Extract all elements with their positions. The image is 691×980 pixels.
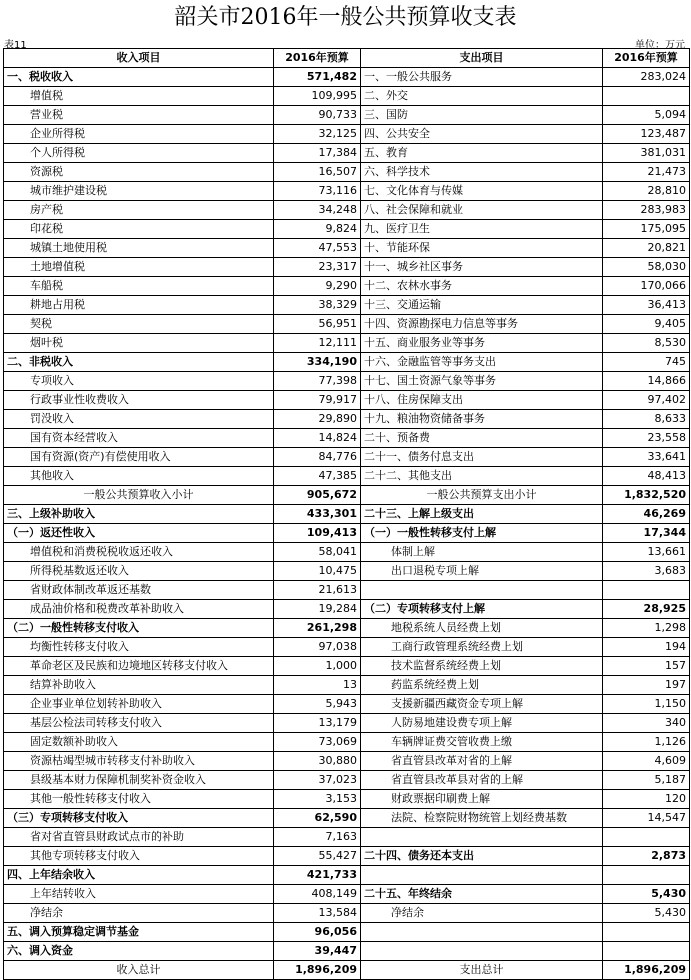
income-budget-cell: 9,290 (274, 277, 361, 296)
expense-budget-cell: 1,832,520 (603, 486, 690, 505)
income-budget-cell: 32,125 (274, 125, 361, 144)
income-item-cell: 资源税 (4, 163, 274, 182)
table-row (4, 562, 690, 581)
expense-item-cell: 支出总计 (361, 961, 603, 980)
table-row (4, 676, 690, 695)
expense-budget-cell: 123,487 (603, 125, 690, 144)
expense-budget-cell: 283,983 (603, 201, 690, 220)
income-item-cell: 增值税和消费税税收返还收入 (4, 543, 274, 562)
table-row (4, 600, 690, 619)
expense-budget-cell: 36,413 (603, 296, 690, 315)
expense-budget-cell: 58,030 (603, 258, 690, 277)
expense-item-cell: 十七、国土资源气象等事务 (361, 372, 603, 391)
table-row (4, 429, 690, 448)
expense-item-cell: 十三、交通运输 (361, 296, 603, 315)
income-budget-cell: 38,329 (274, 296, 361, 315)
header-expense-budget: 2016年预算 (603, 49, 690, 68)
expense-item-cell: 省直管县改革对省的上解 (361, 752, 603, 771)
expense-item-cell: 十二、农林水事务 (361, 277, 603, 296)
income-item-cell: 增值税 (4, 87, 274, 106)
table-row (4, 87, 690, 106)
income-item-cell: 个人所得税 (4, 144, 274, 163)
income-item-cell: 营业税 (4, 106, 274, 125)
income-budget-cell: 421,733 (274, 866, 361, 885)
table-row (4, 220, 690, 239)
expense-budget-cell (603, 866, 690, 885)
expense-item-cell: 药监系统经费上划 (361, 676, 603, 695)
expense-budget-cell: 5,430 (603, 904, 690, 923)
expense-item-cell: 一、一般公共服务 (361, 68, 603, 87)
income-budget-cell: 261,298 (274, 619, 361, 638)
expense-item-cell: 十、节能环保 (361, 239, 603, 258)
income-budget-cell: 13 (274, 676, 361, 695)
table-row (4, 866, 690, 885)
income-budget-cell: 29,890 (274, 410, 361, 429)
expense-budget-cell: 1,298 (603, 619, 690, 638)
expense-item-cell: 二十五、年终结余 (361, 885, 603, 904)
expense-budget-cell: 197 (603, 676, 690, 695)
expense-item-cell: 六、科学技术 (361, 163, 603, 182)
expense-budget-cell: 170,066 (603, 277, 690, 296)
table-row (4, 296, 690, 315)
income-item-cell: 二、非税收入 (4, 353, 274, 372)
table-row (4, 353, 690, 372)
income-budget-cell: 34,248 (274, 201, 361, 220)
income-budget-cell: 23,317 (274, 258, 361, 277)
expense-item-cell: 体制上解 (361, 543, 603, 562)
expense-item-cell: 三、国防 (361, 106, 603, 125)
expense-budget-cell: 5,187 (603, 771, 690, 790)
expense-budget-cell: 13,661 (603, 543, 690, 562)
expense-item-cell (361, 828, 603, 847)
income-budget-cell: 17,384 (274, 144, 361, 163)
table-meta (0, 36, 691, 51)
income-item-cell: 基层公检法司转移支付收入 (4, 714, 274, 733)
unit-label: 单位：万元 (635, 40, 685, 51)
income-item-cell: 烟叶税 (4, 334, 274, 353)
income-budget-cell: 79,917 (274, 391, 361, 410)
expense-item-cell: 七、文化体育与传媒 (361, 182, 603, 201)
page-title: 韶关市2016年一般公共预算收支表 (174, 5, 517, 30)
income-budget-cell: 7,163 (274, 828, 361, 847)
expense-budget-cell: 28,925 (603, 600, 690, 619)
expense-budget-cell (603, 942, 690, 961)
income-item-cell: 结算补助收入 (4, 676, 274, 695)
expense-item-cell: 法院、检察院财物统管上划经费基数 (361, 809, 603, 828)
table-row (4, 334, 690, 353)
header-income-budget: 2016年预算 (274, 49, 361, 68)
table-row (4, 486, 690, 505)
income-item-cell: 其他一般性转移支付收入 (4, 790, 274, 809)
expense-budget-cell: 194 (603, 638, 690, 657)
income-item-cell: 一般公共预算收入小计 (4, 486, 274, 505)
expense-budget-cell: 120 (603, 790, 690, 809)
expense-budget-cell: 5,094 (603, 106, 690, 125)
table-row (4, 638, 690, 657)
income-item-cell: 上年结转收入 (4, 885, 274, 904)
table-row (4, 695, 690, 714)
expense-item-cell: 十九、粮油物资储备事务 (361, 410, 603, 429)
expense-item-cell: 一般公共预算支出小计 (361, 486, 603, 505)
income-budget-cell: 21,613 (274, 581, 361, 600)
table-row (4, 809, 690, 828)
expense-item-cell: 车辆牌证费交管收费上缴 (361, 733, 603, 752)
income-budget-cell: 55,427 (274, 847, 361, 866)
income-item-cell: 城市维护建设税 (4, 182, 274, 201)
income-item-cell: 城镇土地使用税 (4, 239, 274, 258)
expense-budget-cell: 46,269 (603, 505, 690, 524)
income-budget-cell: 37,023 (274, 771, 361, 790)
income-budget-cell: 47,385 (274, 467, 361, 486)
expense-item-cell: 二十一、债务付息支出 (361, 448, 603, 467)
income-item-cell: 契税 (4, 315, 274, 334)
income-item-cell: 三、上级补助收入 (4, 505, 274, 524)
expense-item-cell: 支援新疆西藏资金专项上解 (361, 695, 603, 714)
expense-item-cell: 人防易地建设费专项上解 (361, 714, 603, 733)
expense-item-cell: 十五、商业服务业等事务 (361, 334, 603, 353)
table-row (4, 657, 690, 676)
expense-item-cell: 工商行政管理系统经费上划 (361, 638, 603, 657)
expense-item-cell: 十一、城乡社区事务 (361, 258, 603, 277)
table-row (4, 619, 690, 638)
income-budget-cell: 30,880 (274, 752, 361, 771)
expense-item-cell: （一）一般性转移支付上解 (361, 524, 603, 543)
expense-budget-cell: 4,609 (603, 752, 690, 771)
income-item-cell: 企业所得税 (4, 125, 274, 144)
expense-item-cell (361, 581, 603, 600)
table-row (4, 752, 690, 771)
expense-item-cell (361, 923, 603, 942)
table-row (4, 923, 690, 942)
expense-budget-cell: 175,095 (603, 220, 690, 239)
expense-item-cell: 十八、住房保障支出 (361, 391, 603, 410)
table-row (4, 714, 690, 733)
expense-item-cell: 技术监督系统经费上划 (361, 657, 603, 676)
expense-item-cell (361, 866, 603, 885)
income-budget-cell: 14,824 (274, 429, 361, 448)
income-budget-cell: 13,584 (274, 904, 361, 923)
expense-item-cell: 二十、预备费 (361, 429, 603, 448)
table-row (4, 125, 690, 144)
income-item-cell: 六、调入资金 (4, 942, 274, 961)
income-item-cell: 其他收入 (4, 467, 274, 486)
expense-budget-cell: 1,896,209 (603, 961, 690, 980)
expense-budget-cell: 5,430 (603, 885, 690, 904)
table-row (4, 448, 690, 467)
table-row (4, 467, 690, 486)
income-item-cell: 成品油价格和税费改革补助收入 (4, 600, 274, 619)
income-item-cell: 资源枯竭型城市转移支付补助收入 (4, 752, 274, 771)
expense-budget-cell: 17,344 (603, 524, 690, 543)
table-row (4, 904, 690, 923)
expense-budget-cell: 3,683 (603, 562, 690, 581)
income-item-cell: 行政事业性收费收入 (4, 391, 274, 410)
expense-item-cell: 二、外交 (361, 87, 603, 106)
income-budget-cell: 47,553 (274, 239, 361, 258)
income-item-cell: 省对省直管县财政试点市的补助 (4, 828, 274, 847)
income-budget-cell: 58,041 (274, 543, 361, 562)
expense-budget-cell: 340 (603, 714, 690, 733)
income-budget-cell: 77,398 (274, 372, 361, 391)
table-id: 表11 (4, 40, 27, 51)
income-budget-cell: 96,056 (274, 923, 361, 942)
expense-budget-cell (603, 87, 690, 106)
table-row (4, 201, 690, 220)
expense-item-cell: 四、公共安全 (361, 125, 603, 144)
expense-item-cell: 九、医疗卫生 (361, 220, 603, 239)
income-budget-cell: 84,776 (274, 448, 361, 467)
table-row (4, 258, 690, 277)
expense-budget-cell: 1,150 (603, 695, 690, 714)
table-row (4, 68, 690, 87)
income-item-cell: 固定数额补助收入 (4, 733, 274, 752)
expense-budget-cell: 2,873 (603, 847, 690, 866)
income-item-cell: 车船税 (4, 277, 274, 296)
income-item-cell: 印花税 (4, 220, 274, 239)
income-budget-cell: 10,475 (274, 562, 361, 581)
expense-budget-cell (603, 581, 690, 600)
income-budget-cell: 5,943 (274, 695, 361, 714)
table-row (4, 144, 690, 163)
income-item-cell: 五、调入预算稳定调节基金 (4, 923, 274, 942)
expense-budget-cell: 48,413 (603, 467, 690, 486)
income-item-cell: 房产税 (4, 201, 274, 220)
income-item-cell: 国有资源(资产)有偿使用收入 (4, 448, 274, 467)
table-row (4, 163, 690, 182)
table-row (4, 771, 690, 790)
table-row (4, 942, 690, 961)
expense-budget-cell: 381,031 (603, 144, 690, 163)
income-budget-cell: 73,116 (274, 182, 361, 201)
expense-budget-cell: 745 (603, 353, 690, 372)
expense-budget-cell: 20,821 (603, 239, 690, 258)
table-row (4, 733, 690, 752)
expense-item-cell: 出口退税专项上解 (361, 562, 603, 581)
expense-budget-cell: 8,633 (603, 410, 690, 429)
header-income-item: 收入项目 (4, 49, 274, 68)
income-item-cell: 革命老区及民族和边境地区转移支付收入 (4, 657, 274, 676)
income-item-cell: （二）一般性转移支付收入 (4, 619, 274, 638)
expense-item-cell: 省直管县改革县对省的上解 (361, 771, 603, 790)
income-budget-cell: 1,896,209 (274, 961, 361, 980)
income-item-cell: 均衡性转移支付收入 (4, 638, 274, 657)
income-item-cell: 其他专项转移支付收入 (4, 847, 274, 866)
expense-item-cell: 五、教育 (361, 144, 603, 163)
income-item-cell: 省财政体制改革返还基数 (4, 581, 274, 600)
table-row (4, 505, 690, 524)
income-item-cell: 四、上年结余收入 (4, 866, 274, 885)
income-budget-cell: 1,000 (274, 657, 361, 676)
income-item-cell: 耕地占用税 (4, 296, 274, 315)
table-row (4, 182, 690, 201)
table-row (4, 315, 690, 334)
income-budget-cell: 12,111 (274, 334, 361, 353)
expense-item-cell: 十四、资源勘探电力信息等事务 (361, 315, 603, 334)
income-budget-cell: 408,149 (274, 885, 361, 904)
table-row (4, 885, 690, 904)
income-budget-cell: 109,413 (274, 524, 361, 543)
income-item-cell: 净结余 (4, 904, 274, 923)
income-item-cell: 国有资本经营收入 (4, 429, 274, 448)
income-item-cell: 土地增值税 (4, 258, 274, 277)
budget-table (3, 48, 690, 980)
expense-budget-cell (603, 923, 690, 942)
income-item-cell: 罚没收入 (4, 410, 274, 429)
expense-budget-cell: 8,530 (603, 334, 690, 353)
header-expense-item: 支出项目 (361, 49, 603, 68)
expense-budget-cell: 14,547 (603, 809, 690, 828)
income-item-cell: 专项收入 (4, 372, 274, 391)
income-budget-cell: 90,733 (274, 106, 361, 125)
income-budget-cell: 97,038 (274, 638, 361, 657)
table-row (4, 543, 690, 562)
income-budget-cell: 62,590 (274, 809, 361, 828)
expense-budget-cell (603, 828, 690, 847)
expense-budget-cell: 28,810 (603, 182, 690, 201)
table-row (4, 277, 690, 296)
table-row (4, 790, 690, 809)
income-budget-cell: 56,951 (274, 315, 361, 334)
table-header-row (4, 49, 690, 68)
table-body (4, 68, 690, 980)
expense-item-cell: 财政票据印刷费上解 (361, 790, 603, 809)
expense-budget-cell: 283,024 (603, 68, 690, 87)
expense-budget-cell: 157 (603, 657, 690, 676)
income-item-cell: 收入总计 (4, 961, 274, 980)
income-budget-cell: 16,507 (274, 163, 361, 182)
expense-item-cell: 二十三、上解上级支出 (361, 505, 603, 524)
expense-budget-cell: 23,558 (603, 429, 690, 448)
table-row (4, 524, 690, 543)
table-row (4, 581, 690, 600)
income-budget-cell: 3,153 (274, 790, 361, 809)
income-item-cell: （三）专项转移支付收入 (4, 809, 274, 828)
table-row (4, 239, 690, 258)
expense-item-cell: （二）专项转移支付上解 (361, 600, 603, 619)
expense-budget-cell: 33,641 (603, 448, 690, 467)
expense-item-cell: 二十四、债务还本支出 (361, 847, 603, 866)
expense-budget-cell: 21,473 (603, 163, 690, 182)
table-row (4, 106, 690, 125)
income-budget-cell: 39,447 (274, 942, 361, 961)
income-item-cell: 一、税收收入 (4, 68, 274, 87)
expense-budget-cell: 14,866 (603, 372, 690, 391)
income-budget-cell: 334,190 (274, 353, 361, 372)
table-row (4, 391, 690, 410)
income-budget-cell: 19,284 (274, 600, 361, 619)
expense-item-cell (361, 942, 603, 961)
income-budget-cell: 73,069 (274, 733, 361, 752)
income-budget-cell: 905,672 (274, 486, 361, 505)
income-item-cell: （一）返还性收入 (4, 524, 274, 543)
income-item-cell: 企业事业单位划转补助收入 (4, 695, 274, 714)
table-row (4, 847, 690, 866)
income-budget-cell: 13,179 (274, 714, 361, 733)
expense-budget-cell: 1,126 (603, 733, 690, 752)
income-budget-cell: 109,995 (274, 87, 361, 106)
income-budget-cell: 9,824 (274, 220, 361, 239)
expense-item-cell: 地税系统人员经费上划 (361, 619, 603, 638)
income-item-cell: 所得税基数返还收入 (4, 562, 274, 581)
income-budget-cell: 571,482 (274, 68, 361, 87)
expense-item-cell: 八、社会保障和就业 (361, 201, 603, 220)
table-row (4, 828, 690, 847)
expense-item-cell: 净结余 (361, 904, 603, 923)
income-budget-cell: 433,301 (274, 505, 361, 524)
expense-item-cell: 二十二、其他支出 (361, 467, 603, 486)
expense-budget-cell: 97,402 (603, 391, 690, 410)
table-row (4, 410, 690, 429)
expense-budget-cell: 9,405 (603, 315, 690, 334)
expense-item-cell: 十六、金融监管等事务支出 (361, 353, 603, 372)
income-item-cell: 县级基本财力保障机制奖补资金收入 (4, 771, 274, 790)
table-row (4, 372, 690, 391)
